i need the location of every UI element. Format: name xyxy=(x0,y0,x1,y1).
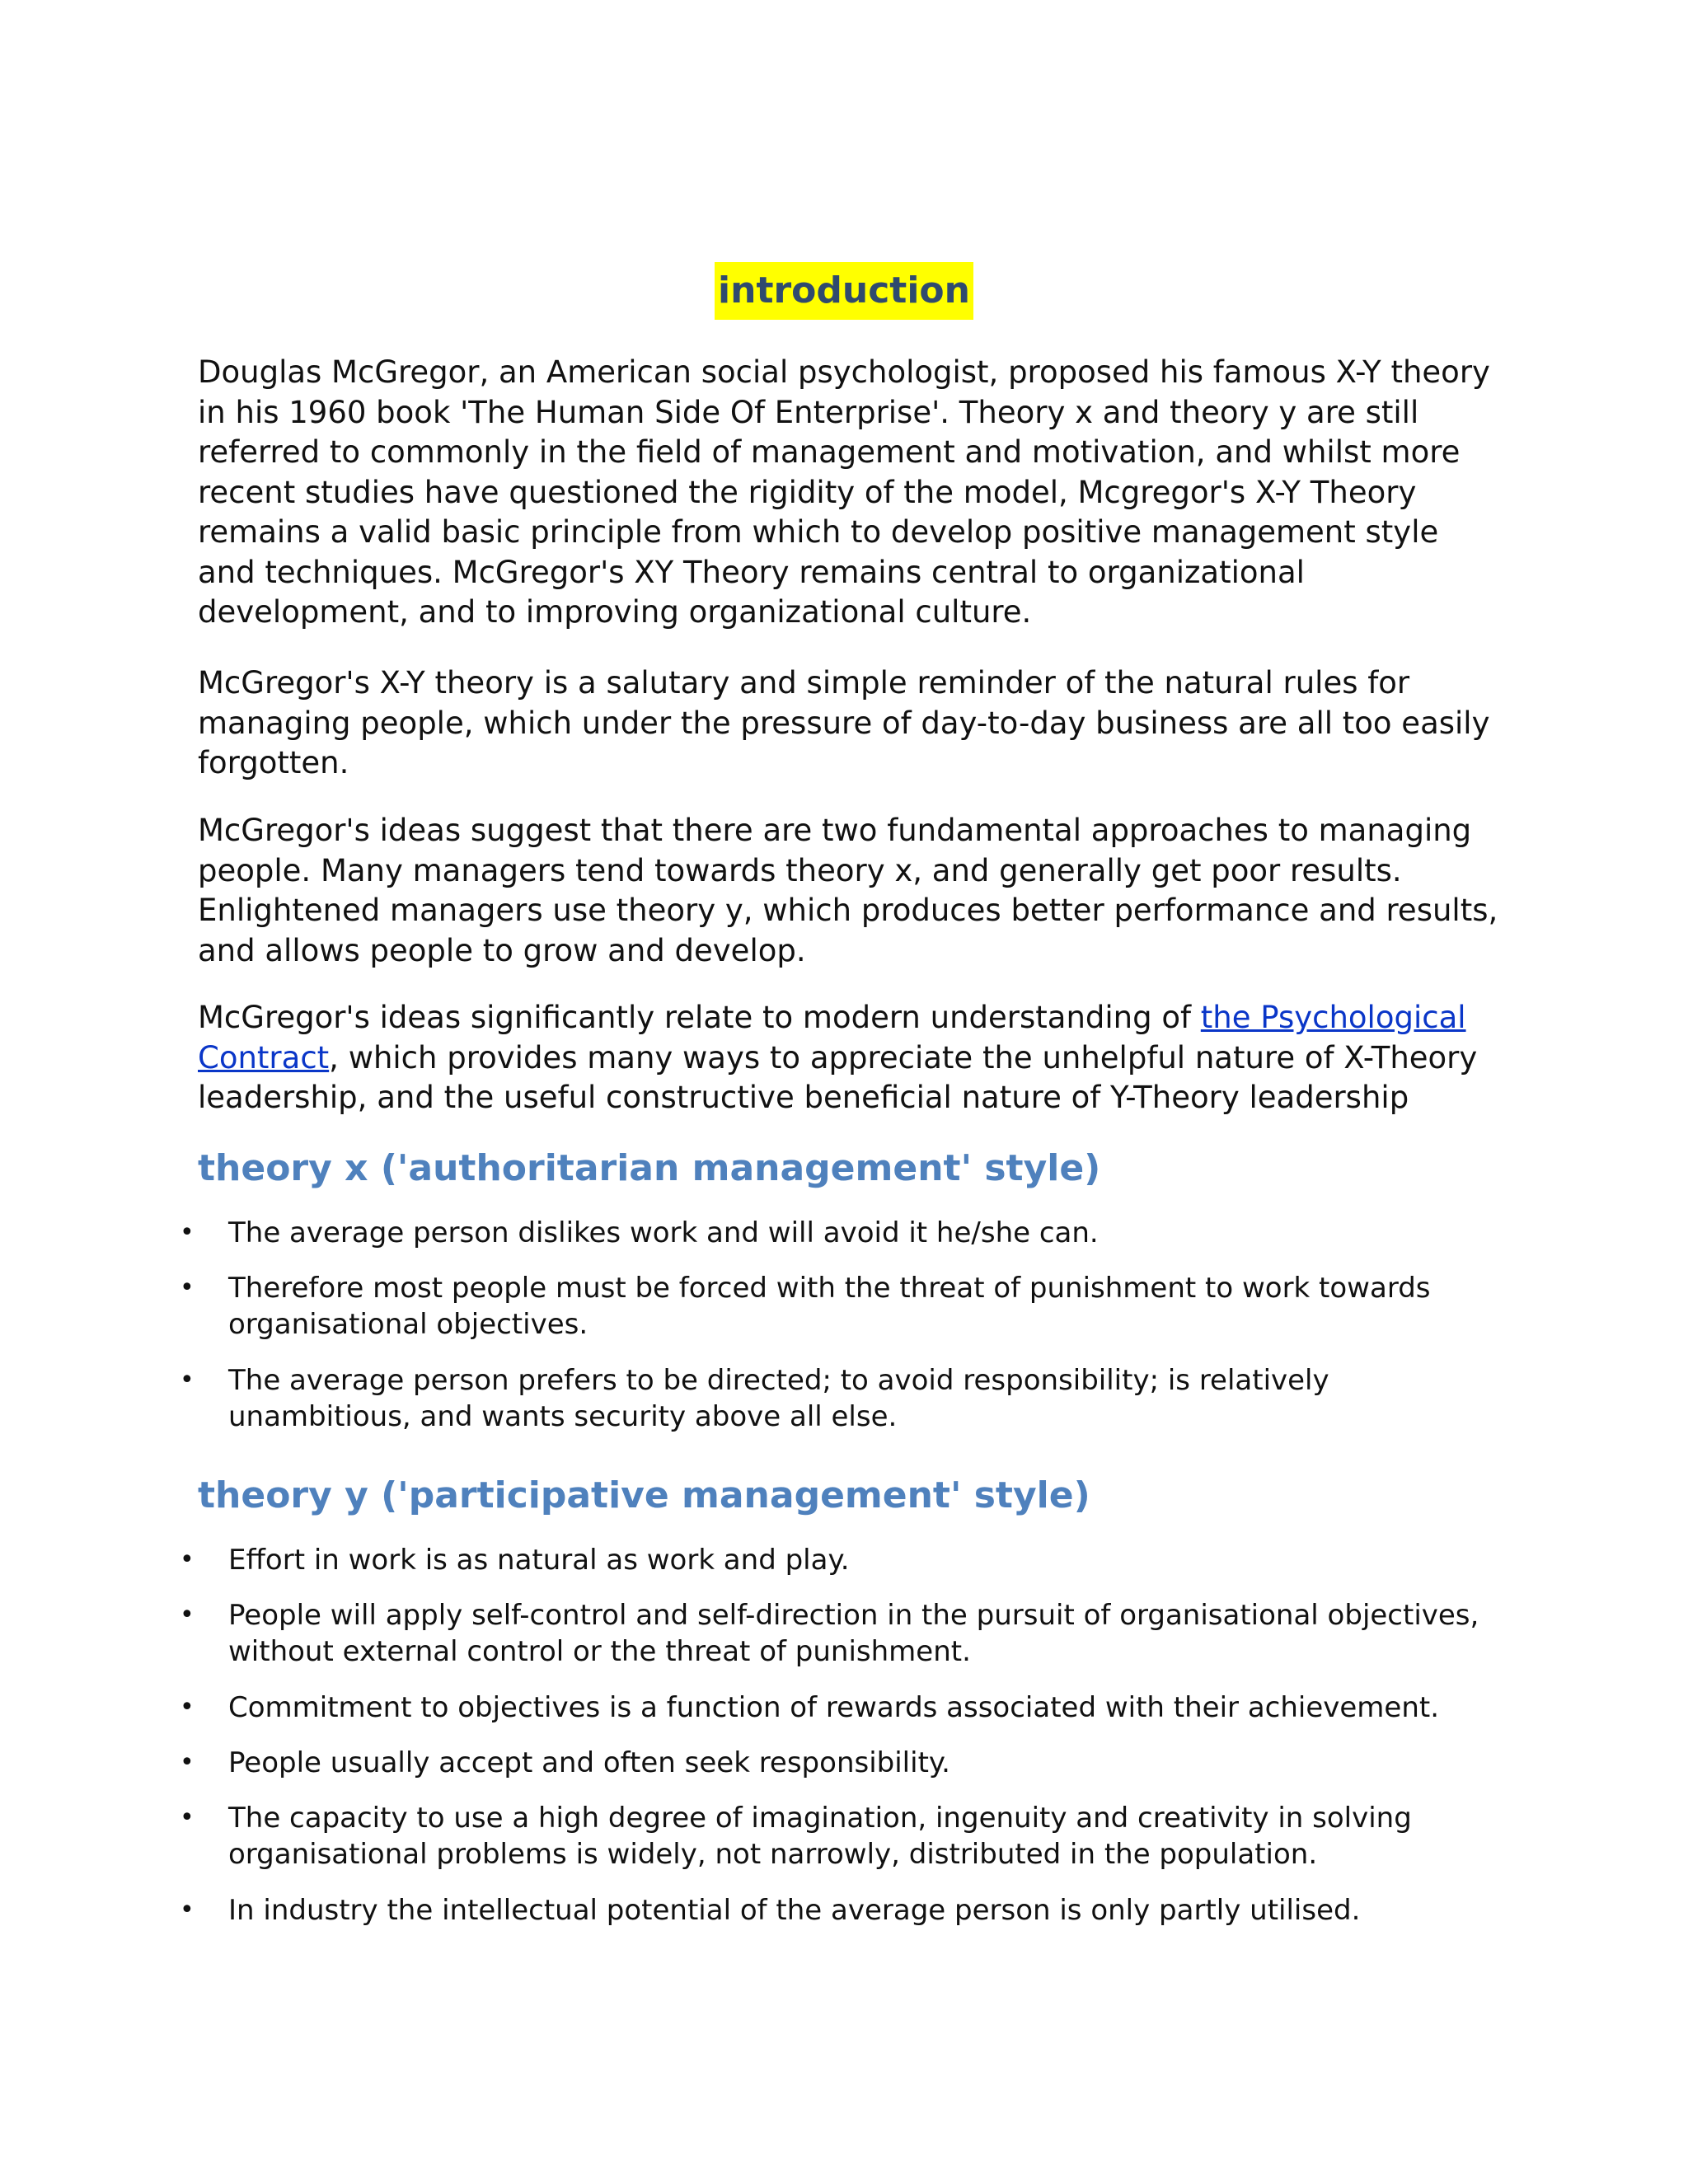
title-wrapper xyxy=(0,262,1688,320)
bullet-icon: • xyxy=(180,1748,195,1777)
paragraph-text xyxy=(198,998,1500,1118)
paragraph-text: Douglas McGregor, an American social psychologist, proposed his famous X-Y theory in his 1960 book 'The Human Side Of Enterprise'. Theory x and theory y are still referred to commonly in the field of management and motivation, and whilst more recent studies have questioned the rigidity of the model, Mcgregor's X-Y Theory remains a valid basic principle from which to develop positive management style and techniques. McGregor's XY Theory remains central to organizational development, and to improving organizational culture. xyxy=(198,354,1490,630)
list-item-text: Commitment to objectives is a function of rewards associated with their achievement. xyxy=(228,1691,1440,1724)
bullet-icon: • xyxy=(180,1218,195,1247)
bullet-icon: • xyxy=(180,1693,195,1722)
bullet-icon: • xyxy=(180,1545,195,1574)
list-item-text: In industry the intellectual potential of the average person is only partly utilised. xyxy=(228,1894,1361,1927)
paragraph-text: McGregor's ideas suggest that there are two fundamental approaches to managing people. Many managers tend towards theory x, and generally get poor results. Enlightened managers use theory y, which produces better performance and results, and allows people to grow and develop. xyxy=(198,813,1498,968)
bullet-icon: • xyxy=(180,1273,195,1302)
theory-y-heading: theory y ('participative management' style) xyxy=(198,1474,1090,1516)
list-item-text: The capacity to use a high degree of imagination, ingenuity and creativity in solving organisational problems is widely, not narrowly, distributed in the population. xyxy=(228,1802,1412,1871)
intro-paragraph-1 xyxy=(198,353,1500,633)
psychological-contract-link[interactable]: the Psychological Contract xyxy=(198,1000,1466,1076)
list-item-text: Effort in work is as natural as work and play. xyxy=(228,1544,850,1577)
paragraph-text-start: McGregor's ideas significantly relate to modern understanding of xyxy=(198,1000,1201,1035)
bullet-icon: • xyxy=(180,1601,195,1629)
list-item-text: The average person dislikes work and will avoid it he/she can. xyxy=(228,1216,1099,1249)
paragraph-text-end: , which provides many ways to appreciate the unhelpful nature of X-Theory leadership, and the useful constructive beneficial nature of Y-Theory leadership xyxy=(198,1039,1478,1115)
list-item-text: The average person prefers to be directed; to avoid responsibility; is relatively unambitious, and wants security above all else. xyxy=(228,1364,1329,1433)
list-item-text: Therefore most people must be forced with the threat of punishment to work towards organisational objectives. xyxy=(228,1272,1431,1341)
intro-paragraph-4 xyxy=(198,998,1500,1118)
paragraph-text: McGregor's X-Y theory is a salutary and simple reminder of the natural rules for managing people, which under the pressure of day-to-day business are all too easily forgotten. xyxy=(198,665,1490,780)
intro-paragraph-3 xyxy=(198,811,1500,971)
page-title: introduction xyxy=(715,262,973,320)
list-item-text: People usually accept and often seek responsibility. xyxy=(228,1746,950,1779)
bullet-icon: • xyxy=(180,1896,195,1924)
intro-paragraph-2 xyxy=(198,663,1500,784)
list-item-text: People will apply self-control and self-direction in the pursuit of organisational objectives, without external control or the threat of punishment. xyxy=(228,1599,1479,1668)
theory-x-heading: theory x ('authoritarian management' style) xyxy=(198,1147,1101,1189)
bullet-icon: • xyxy=(180,1366,195,1394)
bullet-icon: • xyxy=(180,1803,195,1832)
